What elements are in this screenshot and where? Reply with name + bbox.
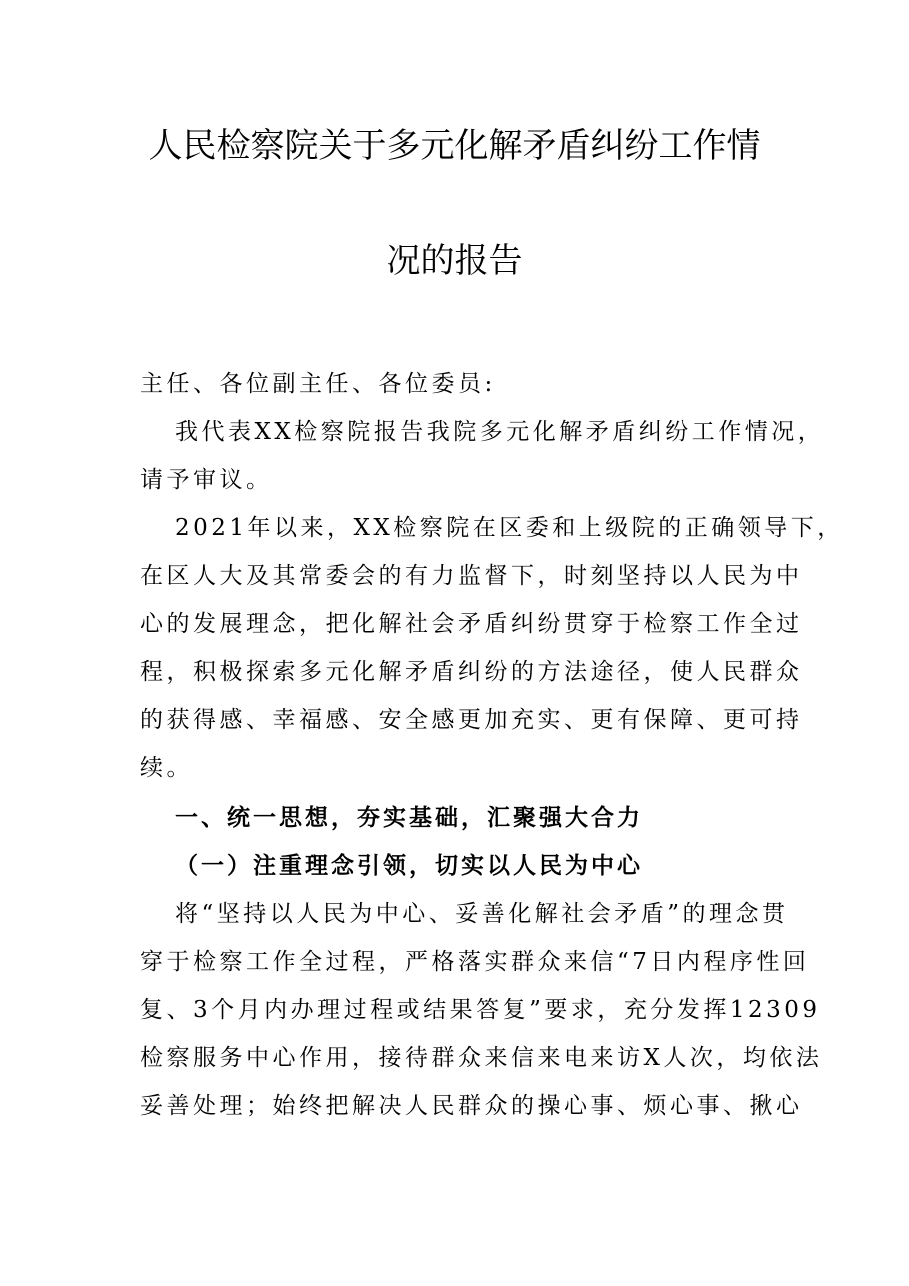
paragraph-line: 心的发展理念，把化解社会矛盾纠纷贯穿于检察工作全过: [140, 611, 803, 637]
salutation: 主任、各位副主任、各位委员:: [140, 371, 496, 397]
paragraph-line: 复、3个月内办理过程或结果答复”要求，充分发挥12309: [140, 997, 821, 1023]
paragraph-line: 穿于检察工作全过程，严格落实群众来信“7日内程序性回: [140, 949, 810, 975]
paragraph-line: 在区人大及其常委会的有力监督下，时刻坚持以人民为中: [140, 563, 803, 589]
document-title-line-2: 况的报告: [386, 241, 523, 281]
subsection-heading: （一）注重理念引领，切实以人民为中心: [175, 853, 643, 879]
document-body: [140, 360, 844, 1160]
paragraph-line: 检察服务中心作用，接待群众来信来电来访X人次，均依法: [140, 1045, 823, 1071]
section-heading: 一、统一思想，夯实基础，汇聚强大合力: [175, 805, 643, 831]
paragraph-line: 2021年以来，XX检察院在区委和上级院的正确领导下，: [175, 515, 844, 541]
paragraph-line: 将“坚持以人民为中心、妥善化解社会矛盾”的理念贯: [175, 901, 789, 927]
paragraph-line: 我代表XX检察院报告我院多元化解矛盾纠纷工作情况，: [175, 419, 825, 445]
paragraph-line: 续。: [140, 755, 193, 781]
paragraph-line: 程，积极探索多元化解矛盾纠纷的方法途径，使人民群众: [140, 659, 803, 685]
paragraph-line: 请予审议。: [140, 467, 273, 493]
document-title-line-1: 人民检察院关于多元化解矛盾纠纷工作情: [148, 126, 761, 166]
paragraph-line: 的获得感、幸福感、安全感更加充实、更有保障、更可持: [140, 707, 803, 733]
paragraph-line: 妥善处理；始终把解决人民群众的操心事、烦心事、揪心: [140, 1093, 803, 1119]
